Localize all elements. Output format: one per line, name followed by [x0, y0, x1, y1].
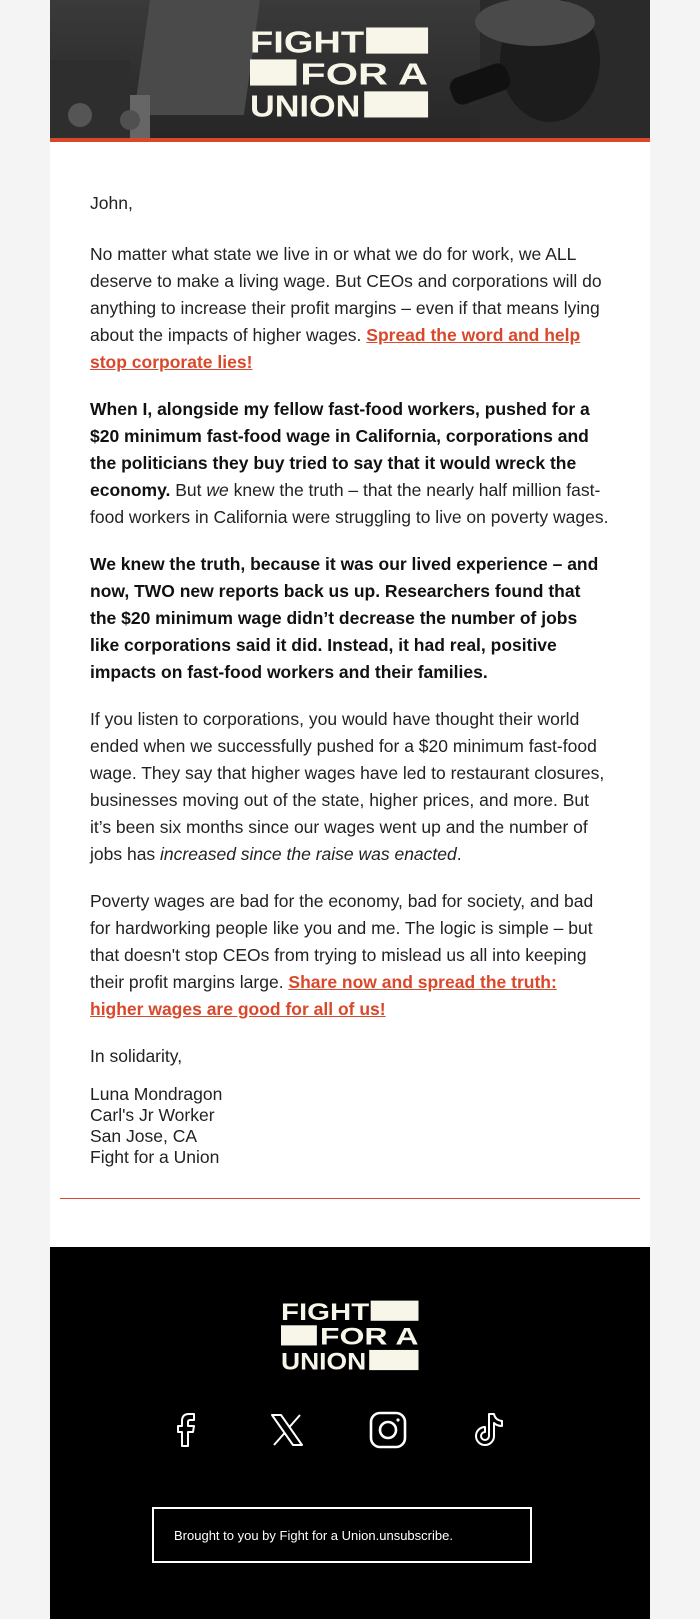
paragraph-2 — [90, 396, 610, 531]
signature-block — [90, 1084, 610, 1168]
logo-line-3: UNION — [250, 88, 361, 120]
footer-logo[interactable] — [281, 1299, 420, 1371]
paragraph-2-a: But — [170, 480, 207, 500]
letter-body — [50, 142, 650, 1168]
spread-the-word-link[interactable]: Spread the word and help stop corporate lies! — [90, 325, 581, 372]
paragraph-5-text: Poverty wages are bad for the economy, bad for society, and bad for hardworking people like you and me. The logic is simple – but that doesn't stop CEOs from trying to mislead us all into keeping their profit margins large. — [90, 891, 594, 992]
paragraph-2-b: knew the truth – that the nearly half million fast-food workers in California were struggling to live on poverty wages. — [90, 480, 609, 527]
unsubscribe-link[interactable]: unsubscribe — [379, 1527, 450, 1543]
footer-notice-text: Brought to you by Fight for a Union. — [174, 1527, 380, 1543]
signature-title: Carl's Jr Worker — [90, 1105, 215, 1125]
greeting: John, — [90, 193, 133, 213]
paragraph-1 — [90, 241, 610, 376]
logo-line-1: FIGHT — [250, 24, 365, 60]
logo-line-2: FOR A — [300, 56, 429, 92]
signature-name: Luna Mondragon — [90, 1084, 223, 1104]
paragraph-4-end: . — [456, 844, 462, 864]
tiktok-icon[interactable] — [466, 1407, 512, 1453]
footer-notice — [152, 1507, 532, 1563]
paragraph-2-bold: When I, alongside my fellow fast-food workers, pushed for a $20 minimum fast-food wage in California, corporations and the politicians they buy tried to say that it would wreck the economy. — [90, 399, 590, 500]
share-now-link[interactable]: Share now and spread the truth: higher wages are good for all of us! — [90, 972, 557, 1019]
instagram-icon[interactable] — [365, 1407, 411, 1453]
paragraph-3: We knew the truth, because it was our lived experience – and now, TWO new reports back us up. Researchers found that the $20 minimum wage didn’t decrease the number of jobs like corporations said it did. Instead, it had real, positive impacts on fast-food workers and their families. — [90, 554, 599, 682]
x-icon[interactable] — [264, 1407, 310, 1453]
paragraph-4-text: If you listen to corporations, you would have thought their world ended when we successfully pushed for a $20 minimum fast-food wage. They say that higher wages have led to restaurant closures, businesses moving out of the state, higher prices, and more. But it’s been six months since our wages went up and the number of jobs has — [90, 709, 605, 864]
footer-logo-line-3: UNION — [281, 1348, 367, 1371]
paragraph-1-text: No matter what state we live in or what we do for work, we ALL deserve to make a living wage. But CEOs and corporations will do anything to increase their profit margins – even if that means lying about the impacts of higher wages. — [90, 244, 602, 345]
divider — [60, 1198, 640, 1199]
paragraph-5 — [90, 888, 610, 1023]
logo-mark — [250, 24, 430, 120]
footer-logo-line-2: FOR A — [319, 1323, 419, 1351]
footer-logo-mark — [281, 1299, 420, 1371]
footer-notice-end: . — [449, 1527, 453, 1543]
paragraph-4 — [90, 706, 610, 868]
social-links — [50, 1407, 650, 1453]
footer-logo-line-1: FIGHT — [281, 1299, 370, 1327]
paragraph-4-em: increased since the raise was enacted — [160, 844, 457, 864]
signature-location: San Jose, CA — [90, 1126, 197, 1146]
facebook-icon[interactable] — [163, 1407, 209, 1453]
signoff: In solidarity, — [90, 1046, 183, 1066]
footer — [50, 1247, 650, 1619]
header-banner — [50, 0, 650, 142]
signature-org: Fight for a Union — [90, 1147, 220, 1167]
email-container — [50, 0, 650, 1619]
fight-for-a-union-logo[interactable] — [250, 24, 430, 120]
paragraph-2-em: we — [206, 480, 229, 500]
